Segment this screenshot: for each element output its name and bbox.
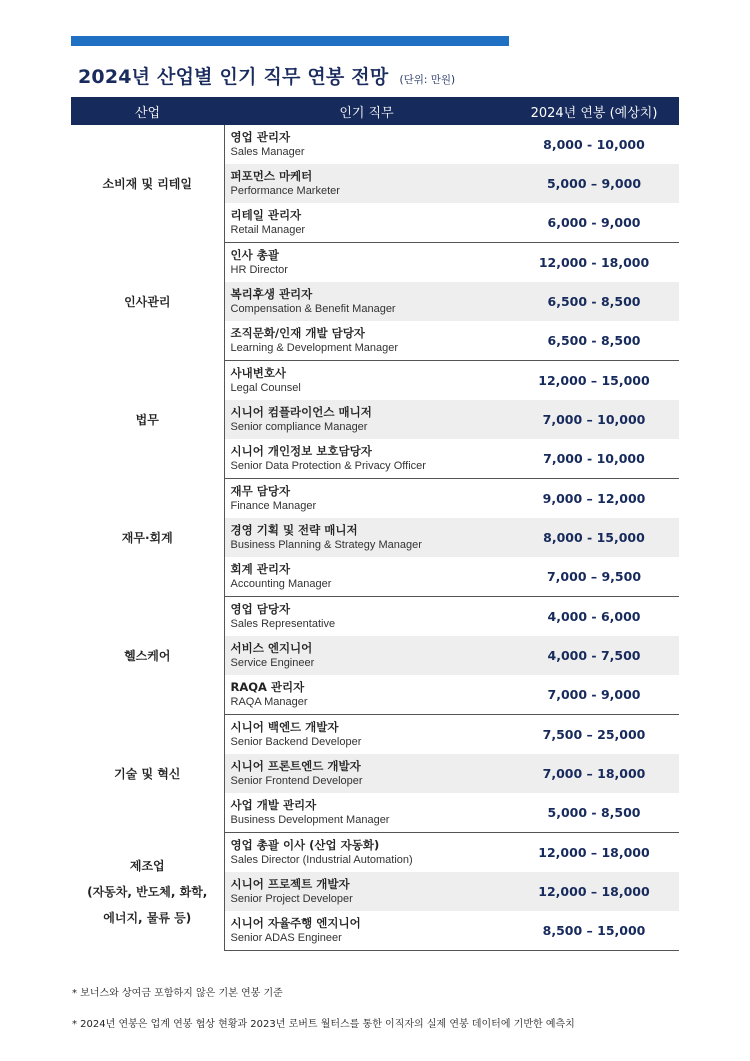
role-title-english: Legal Counsel bbox=[230, 381, 301, 394]
role-title-english: Business Planning & Strategy Manager bbox=[230, 538, 422, 551]
role-title-english: RAQA Manager bbox=[230, 695, 308, 708]
footnote: * 2024년 연봉은 업계 연봉 협상 현황과 2023년 로버트 월터스를 통한 이직자의 실제 연봉 데이터에 기반한 예측치 bbox=[72, 1019, 575, 1030]
table-row bbox=[71, 479, 679, 519]
role-cell bbox=[224, 282, 509, 321]
salary-range: 7,000 - 10,000 bbox=[509, 439, 679, 479]
role-title-korean: 사업 개발 관리자 bbox=[230, 797, 317, 812]
role-title-korean: 인사 총괄 bbox=[230, 247, 279, 262]
industry-cell bbox=[71, 125, 224, 243]
industry-cell bbox=[71, 597, 224, 715]
role-cell bbox=[224, 793, 509, 833]
industry-label: 법무 bbox=[135, 412, 159, 427]
salary-range: 8,000 - 10,000 bbox=[543, 137, 645, 152]
table-row bbox=[71, 243, 679, 283]
role-title-korean: 복리후생 관리자 bbox=[230, 286, 313, 301]
salary-range: 7,000 – 18,000 bbox=[509, 754, 679, 793]
salary-range: 6,500 - 8,500 bbox=[509, 321, 679, 361]
role-title-korean: 영업 담당자 bbox=[230, 601, 291, 616]
table-row bbox=[71, 597, 679, 637]
role-title-korean: 시니어 컴플라이언스 매니저 bbox=[230, 404, 372, 419]
role-title-english: Senior Frontend Developer bbox=[230, 774, 363, 787]
role-title-korean: 경영 기획 및 전략 매니저 bbox=[230, 522, 358, 537]
role-title-english: Learning & Development Manager bbox=[230, 341, 399, 354]
role-title-english: Retail Manager bbox=[230, 223, 306, 236]
role-title-korean: 시니어 프로젝트 개발자 bbox=[230, 876, 350, 891]
role-cell bbox=[224, 400, 509, 439]
role-title-english: Senior ADAS Engineer bbox=[230, 931, 342, 944]
salary-range: 5,000 - 8,500 bbox=[509, 793, 679, 833]
role-cell bbox=[224, 675, 509, 715]
role-title-korean: 퍼포먼스 마케터 bbox=[230, 168, 313, 183]
salary-range: 9,000 – 12,000 bbox=[542, 491, 646, 506]
role-title-korean: 회계 관리자 bbox=[230, 561, 291, 576]
table-row bbox=[71, 361, 679, 401]
industry-label: 에너지, 물류 등) bbox=[103, 910, 192, 925]
role-title-english: Service Engineer bbox=[230, 656, 315, 669]
role-title-english: Senior Backend Developer bbox=[230, 735, 362, 748]
salary-range: 5,000 – 9,000 bbox=[509, 164, 679, 203]
role-cell bbox=[224, 557, 509, 597]
role-title-korean: 시니어 개인정보 보호담당자 bbox=[230, 443, 372, 458]
salary-range: 12,000 – 15,000 bbox=[538, 373, 650, 388]
industry-label: 인사관리 bbox=[124, 294, 171, 309]
role-cell bbox=[224, 754, 509, 793]
salary-range: 8,000 - 15,000 bbox=[509, 518, 679, 557]
role-title-english: Sales Manager bbox=[230, 145, 305, 158]
salary-range: 7,000 – 10,000 bbox=[509, 400, 679, 439]
role-title-korean: 조직문화/인재 개발 담당자 bbox=[230, 325, 365, 340]
role-title-korean: 리테일 관리자 bbox=[230, 207, 302, 222]
industry-label: 소비재 및 리테일 bbox=[102, 176, 192, 191]
role-title-english: Performance Marketer bbox=[230, 184, 340, 197]
industry-label: (자동차, 반도체, 화학, bbox=[87, 884, 208, 899]
role-cell bbox=[224, 203, 509, 243]
table-body bbox=[71, 125, 679, 951]
role-title-korean: 영업 관리자 bbox=[230, 129, 291, 144]
role-cell bbox=[224, 243, 509, 283]
salary-range: 12,000 - 18,000 bbox=[538, 255, 650, 270]
industry-cell bbox=[71, 243, 224, 361]
industry-cell bbox=[71, 479, 224, 597]
role-title-english: Business Development Manager bbox=[230, 813, 390, 826]
column-header-industry: 산업 bbox=[71, 97, 224, 125]
salary-range: 4,000 - 7,500 bbox=[509, 636, 679, 675]
salary-range: 8,500 – 15,000 bbox=[509, 911, 679, 951]
role-cell bbox=[224, 361, 509, 401]
role-title-korean: 시니어 백엔드 개발자 bbox=[230, 719, 339, 734]
role-cell bbox=[224, 715, 509, 755]
role-cell bbox=[224, 833, 509, 873]
unit-label: (단위: 만원) bbox=[399, 74, 456, 86]
column-header-salary: 2024년 연봉 (예상치) bbox=[509, 97, 679, 125]
role-cell bbox=[224, 872, 509, 911]
role-cell bbox=[224, 321, 509, 361]
salary-range: 4,000 - 6,000 bbox=[547, 609, 641, 624]
industry-label: 헬스케어 bbox=[124, 648, 171, 663]
title-block bbox=[78, 62, 455, 89]
role-title-korean: 재무 담당자 bbox=[230, 483, 291, 498]
role-title-english: Finance Manager bbox=[230, 499, 317, 512]
role-cell bbox=[224, 164, 509, 203]
role-cell bbox=[224, 597, 509, 637]
industry-label: 기술 및 혁신 bbox=[114, 766, 181, 781]
salary-range: 7,000 - 9,000 bbox=[509, 675, 679, 715]
table-header-row bbox=[71, 97, 679, 125]
role-title-korean: RAQA 관리자 bbox=[230, 679, 305, 694]
salary-range: 6,000 - 9,000 bbox=[509, 203, 679, 243]
top-accent-bar bbox=[71, 36, 509, 46]
salary-range: 7,500 – 25,000 bbox=[542, 727, 646, 742]
salary-range: 6,500 - 8,500 bbox=[509, 282, 679, 321]
industry-cell bbox=[71, 715, 224, 833]
role-title-korean: 시니어 자율주행 엔지니어 bbox=[230, 915, 361, 930]
footnotes bbox=[72, 984, 575, 1046]
role-cell bbox=[224, 125, 509, 164]
industry-label: 제조업 bbox=[129, 858, 165, 873]
role-cell bbox=[224, 911, 509, 951]
role-title-korean: 사내변호사 bbox=[230, 365, 287, 380]
role-cell bbox=[224, 636, 509, 675]
role-title-english: Senior Project Developer bbox=[230, 892, 353, 905]
salary-range: 12,000 – 18,000 bbox=[538, 845, 650, 860]
role-title-english: HR Director bbox=[230, 263, 288, 276]
role-title-english: Senior Data Protection & Privacy Officer bbox=[230, 459, 426, 472]
role-title-korean: 시니어 프론트엔드 개발자 bbox=[230, 758, 361, 773]
industry-cell bbox=[71, 833, 224, 951]
table-row bbox=[71, 715, 679, 755]
role-cell bbox=[224, 518, 509, 557]
role-title-korean: 서비스 엔지니어 bbox=[230, 640, 313, 655]
industry-label: 재무·회계 bbox=[121, 530, 173, 545]
role-title-english: Sales Representative bbox=[230, 617, 336, 630]
role-title-english: Senior compliance Manager bbox=[230, 420, 368, 433]
salary-range: 12,000 – 18,000 bbox=[509, 872, 679, 911]
salary-table bbox=[71, 97, 679, 951]
table-row bbox=[71, 125, 679, 164]
role-title-english: Compensation & Benefit Manager bbox=[230, 302, 396, 315]
role-title-english: Sales Director (Industrial Automation) bbox=[230, 853, 413, 866]
role-title-english: Accounting Manager bbox=[230, 577, 332, 590]
industry-cell bbox=[71, 361, 224, 479]
role-cell bbox=[224, 479, 509, 519]
role-title-korean: 영업 총괄 이사 (산업 자동화) bbox=[230, 837, 380, 852]
role-cell bbox=[224, 439, 509, 479]
table-row bbox=[71, 833, 679, 873]
column-header-role: 인기 직무 bbox=[224, 97, 509, 125]
salary-range: 7,000 – 9,500 bbox=[509, 557, 679, 597]
page-title: 2024년 산업별 인기 직무 연봉 전망 bbox=[78, 66, 389, 88]
footnote: * 보너스와 상여금 포함하지 않은 기본 연봉 기준 bbox=[72, 988, 283, 999]
